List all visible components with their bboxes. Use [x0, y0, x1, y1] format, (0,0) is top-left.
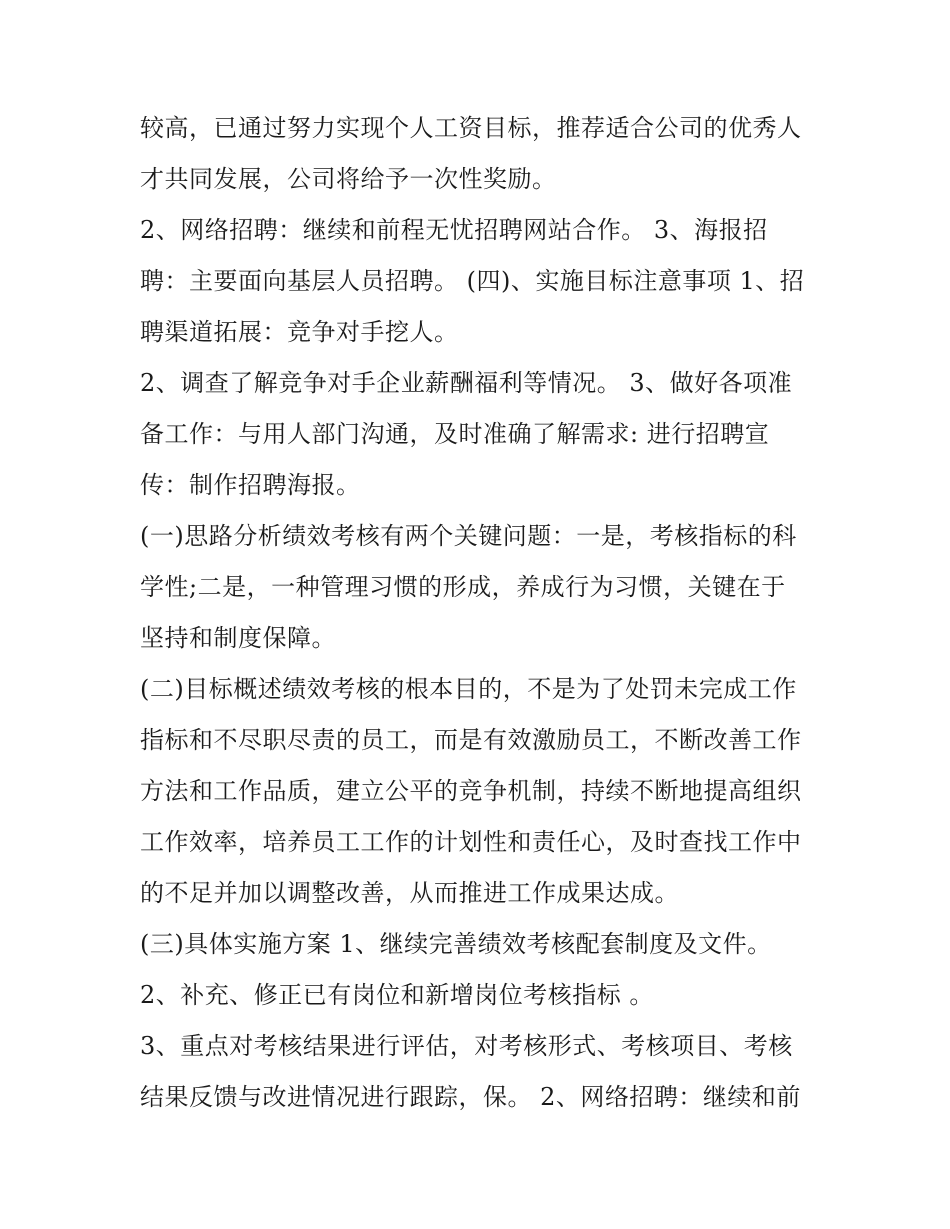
text-line: 2、调查了解竞争对手企业薪酬福利等情况。 3、做好各项准: [140, 369, 793, 397]
text-line: 方法和工作品质，建立公平的竞争机制，持续不断地提高组织: [140, 777, 802, 805]
text-line: 坚持和制度保障。: [140, 624, 336, 652]
text-line: 传：制作招聘海报。: [140, 471, 361, 499]
text-line: (三)具体实施方案 1、继续完善绩效考核配套制度及文件。: [140, 930, 772, 958]
text-line: (二)目标概述绩效考核的根本目的，不是为了处罚未完成工作: [140, 675, 797, 703]
text-line: 备工作：与用人部门沟通，及时准确了解需求: 进行招聘宣: [140, 420, 770, 448]
text-line: 聘：主要面向基层人员招聘。 (四)、实施目标注意事项 1、招: [140, 267, 805, 295]
text-line: 才共同发展，公司将给予一次性奖励。: [140, 165, 557, 193]
text-line: (一)思路分析绩效考核有两个关键问题：一是，考核指标的科: [140, 522, 797, 550]
text-line: 结果反馈与改进情况进行跟踪，保。 2、网络招聘：继续和前: [140, 1083, 801, 1111]
text-line: 聘渠道拓展：竞争对手挖人。: [140, 318, 459, 346]
text-line: 学性;二是，一种管理习惯的形成，养成行为习惯，关键在于: [140, 573, 786, 601]
text-line: 2、网络招聘：继续和前程无忧招聘网站合作。 3、海报招: [140, 216, 768, 244]
text-line: 3、重点对考核结果进行评估，对考核形式、考核项目、考核: [140, 1032, 793, 1060]
text-line: 工作效率，培养员工工作的计划性和责任心，及时查找工作中: [140, 828, 802, 856]
text-line: 2、补充、修正已有岗位和新增岗位考核指标 。: [140, 981, 654, 1009]
text-line: 指标和不尽职尽责的员工，而是有效激励员工，不断改善工作: [140, 726, 802, 754]
text-line: 较高，已通过努力实现个人工资目标，推荐适合公司的优秀人: [140, 114, 802, 142]
text-line: 的不足并加以调整改善，从而推进工作成果达成。: [140, 879, 679, 907]
